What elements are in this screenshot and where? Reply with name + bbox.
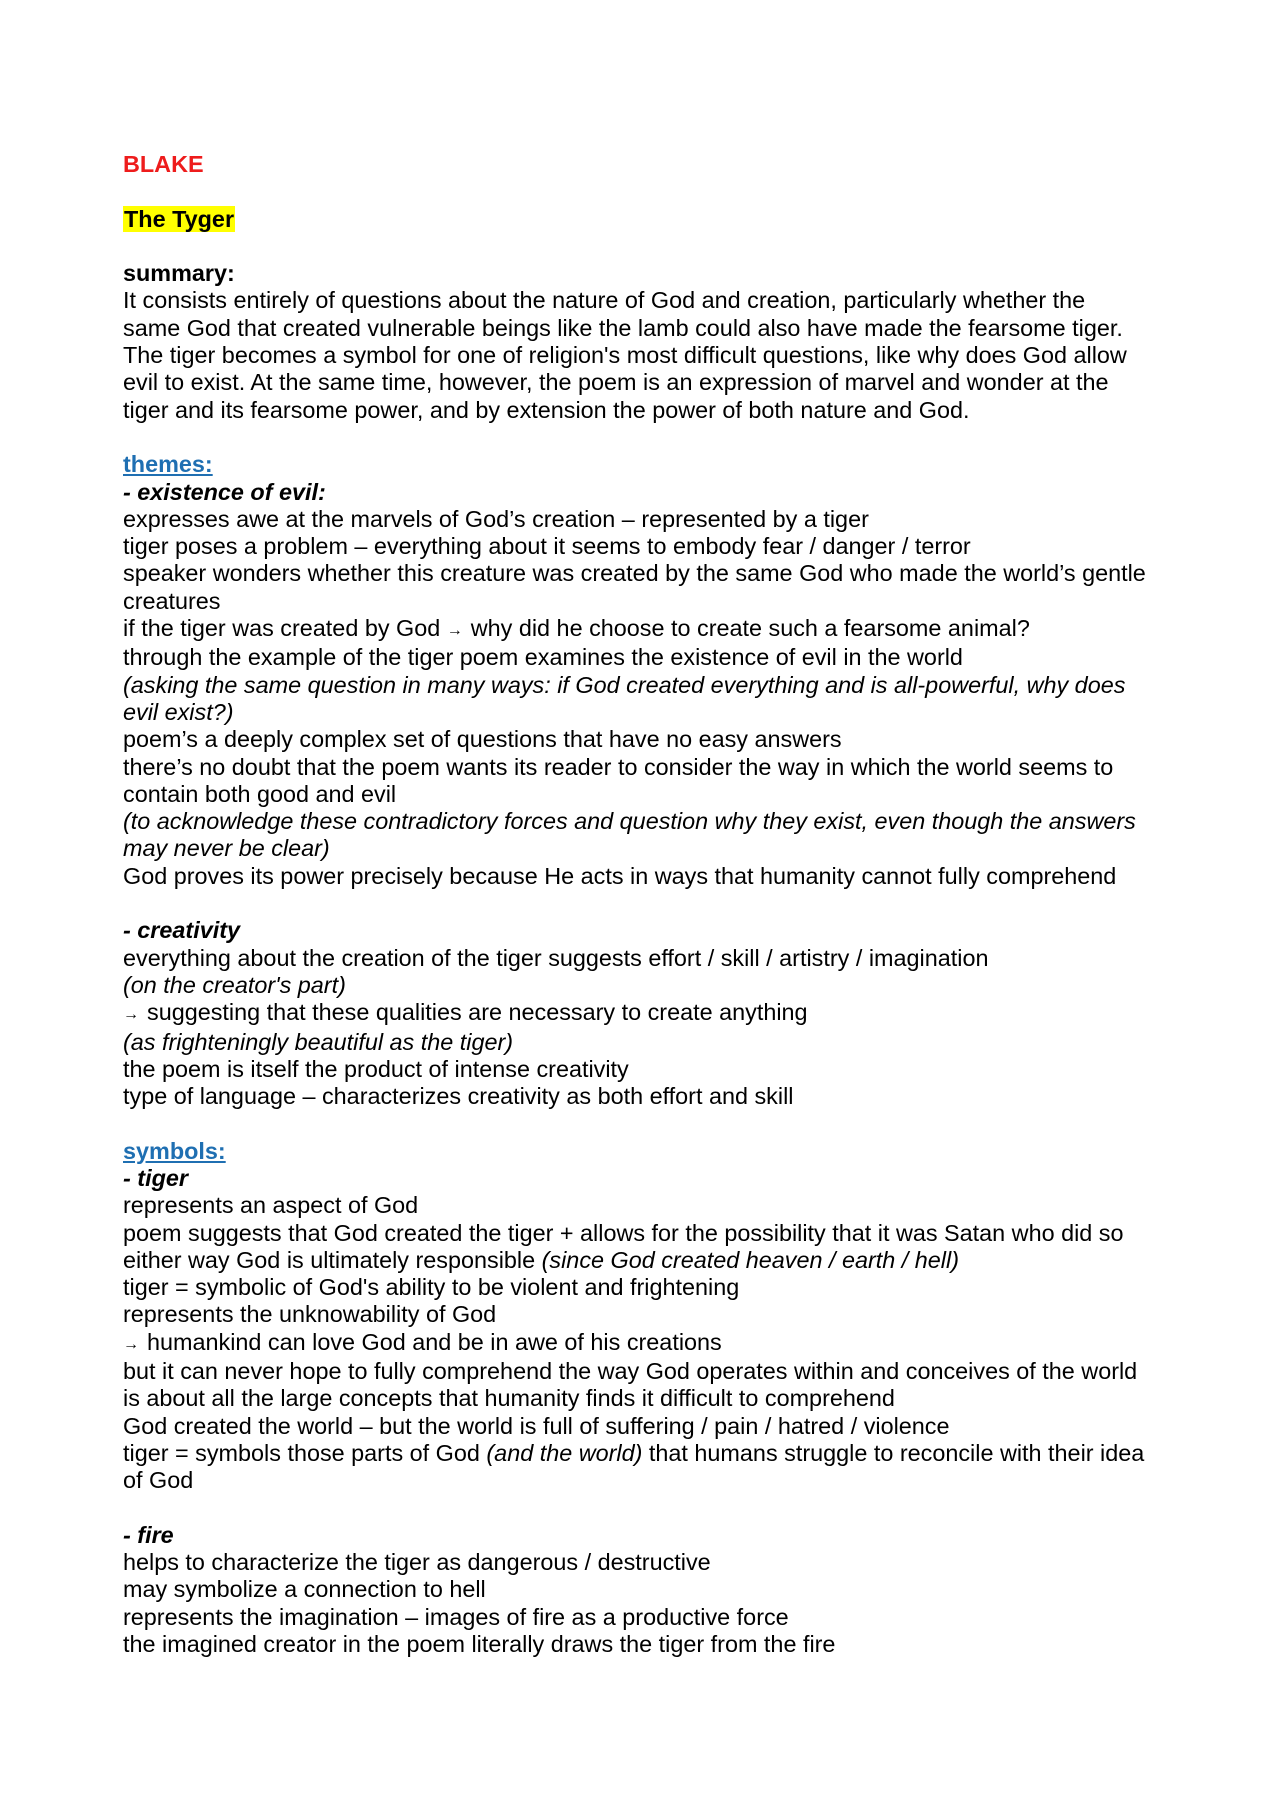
text-line: tiger = symbolic of God's ability to be violent and frightening <box>123 1274 740 1301</box>
text-line: type of language – characterizes creativity as both effort and skill <box>123 1083 794 1110</box>
theme-evil-heading: - existence of evil: <box>123 478 326 505</box>
text-line: there’s no doubt that the poem wants its reader to consider the way in which the world seems to <box>123 753 1114 780</box>
symbol-fire-heading: - fire <box>123 1521 174 1548</box>
theme-creativity-heading: - creativity <box>123 917 241 944</box>
text-line: poem suggests that God created the tiger + allows for the possibility that it was Satan who did so <box>123 1219 1124 1246</box>
summary-line: same God that created vulnerable beings like the lamb could also have made the fearsome tiger. <box>123 314 1123 341</box>
text-line: represents the unknowability of God <box>123 1301 497 1328</box>
author-heading: BLAKE <box>123 151 204 177</box>
text-line: of God <box>123 1467 194 1494</box>
text-line: expresses awe at the marvels of God’s creation – represented by a tiger <box>123 505 869 532</box>
text-line: the imagined creator in the poem literally draws the tiger from the fire <box>123 1631 836 1658</box>
text-line: creatures <box>123 587 221 614</box>
text-line: (to acknowledge these contradictory forces and question why they exist, even though the answers <box>123 808 1136 835</box>
text-line: speaker wonders whether this creature was created by the same God who made the world’s gentle <box>123 560 1146 587</box>
text-line: everything about the creation of the tiger suggests effort / skill / artistry / imagination <box>123 944 989 971</box>
symbols-heading[interactable]: symbols: <box>123 1137 226 1164</box>
text-line: poem’s a deeply complex set of questions that have no easy answers <box>123 726 842 753</box>
text-line: if the tiger was created by God → why did he choose to create such a fearsome animal? <box>123 615 1030 642</box>
text-line: represents the imagination – images of fire as a productive force <box>123 1603 789 1630</box>
text-line: → humankind can love God and be in awe of his creations <box>123 1328 722 1355</box>
text-line: → suggesting that these qualities are necessary to create anything <box>123 999 808 1026</box>
text-line: tiger = symbols those parts of God (and the world) that humans struggle to reconcile with their idea <box>123 1439 1145 1466</box>
themes-heading[interactable]: themes: <box>123 451 213 478</box>
summary-line: It consists entirely of questions about the nature of God and creation, particularly whether the <box>123 287 1086 314</box>
text-line: through the example of the tiger poem examines the existence of evil in the world <box>123 644 963 671</box>
text-line: evil exist?) <box>123 698 234 725</box>
text-line: may never be clear) <box>123 835 330 862</box>
summary-line: evil to exist. At the same time, however, the poem is an expression of marvel and wonder at the <box>123 369 1109 396</box>
text-line: represents an aspect of God <box>123 1192 419 1219</box>
text-line: (on the creator's part) <box>123 971 346 998</box>
summary-line: The tiger becomes a symbol for one of religion's most difficult questions, like why does God allow <box>123 342 1127 369</box>
arrow-right-icon: → <box>123 1006 139 1024</box>
text-line: the poem is itself the product of intense creativity <box>123 1055 629 1082</box>
arrow-right-icon: → <box>123 1335 139 1353</box>
text-line: may symbolize a connection to hell <box>123 1576 486 1603</box>
poem-title: The Tyger <box>124 205 235 232</box>
summary-heading: summary: <box>123 260 235 287</box>
text-line: tiger poses a problem – everything about it seems to embody fear / danger / terror <box>123 533 971 560</box>
summary-line: tiger and its fearsome power, and by extension the power of both nature and God. <box>123 396 970 423</box>
text-line: (asking the same question in many ways: if God created everything and is all-powerful, why does <box>123 671 1126 698</box>
text-line: but it can never hope to fully comprehend the way God operates within and conceives of the world <box>123 1358 1138 1385</box>
text-line: either way God is ultimately responsible (since God created heaven / earth / hell) <box>123 1246 959 1273</box>
text-line: contain both good and evil <box>123 780 397 807</box>
text-line: God proves its power precisely because He acts in ways that humanity cannot fully comprehend <box>123 862 1117 889</box>
arrow-right-icon: → <box>446 622 463 640</box>
text-line: (as frighteningly beautiful as the tiger) <box>123 1028 514 1055</box>
symbol-tiger-heading: - tiger <box>123 1164 188 1191</box>
text-line: God created the world – but the world is full of suffering / pain / hatred / violence <box>123 1412 950 1439</box>
text-line: is about all the large concepts that humanity finds it difficult to comprehend <box>123 1385 895 1412</box>
text-line: helps to characterize the tiger as dangerous / destructive <box>123 1549 711 1576</box>
